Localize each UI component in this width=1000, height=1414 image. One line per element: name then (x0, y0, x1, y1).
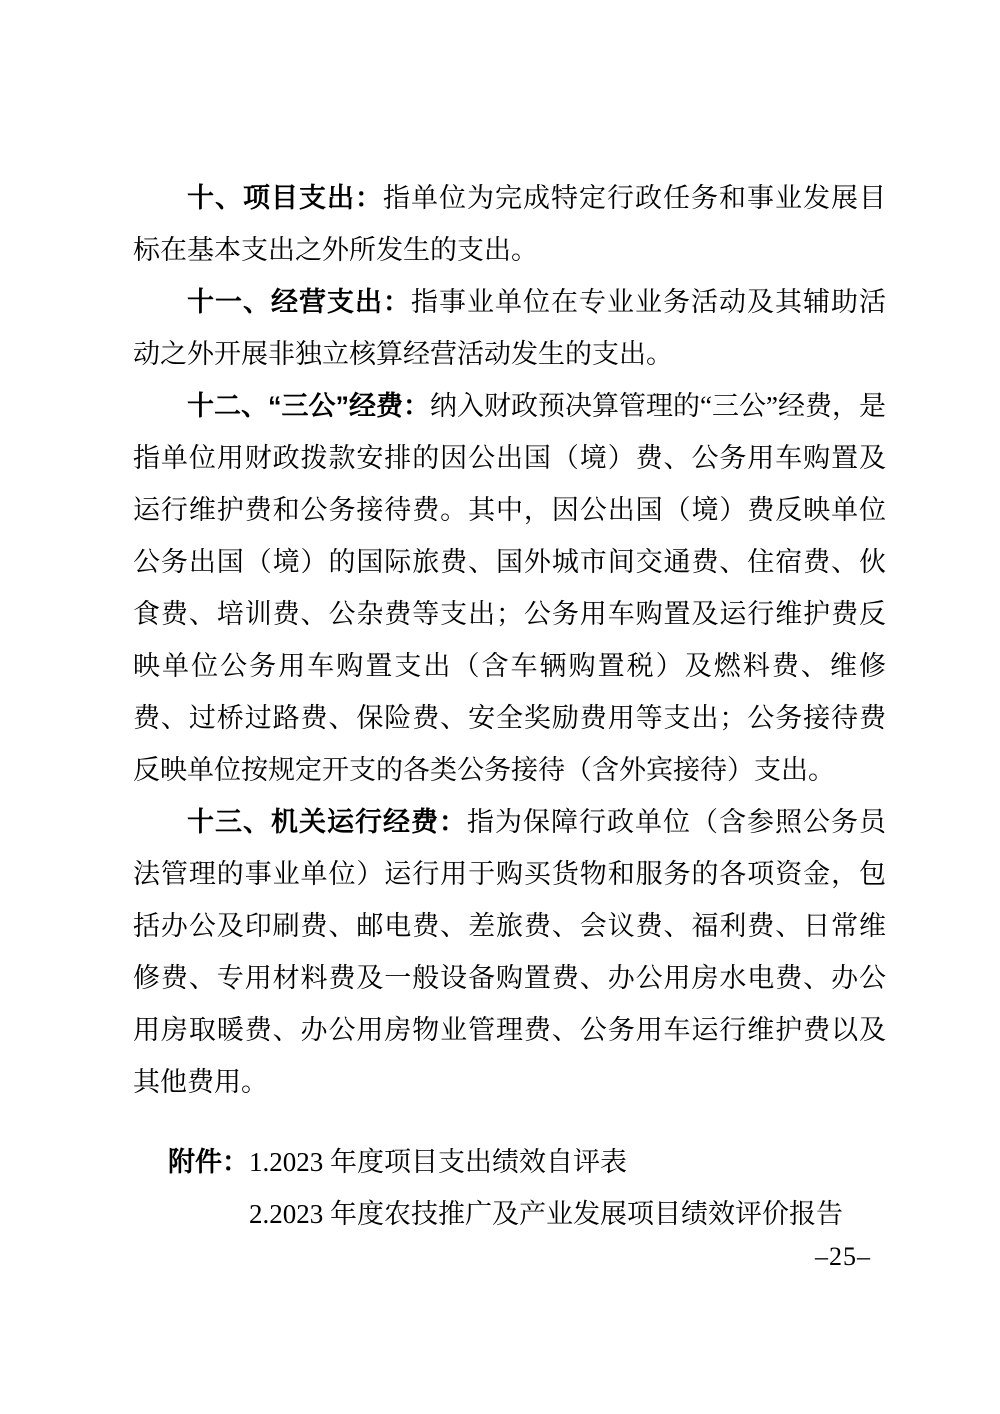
paragraph-text-13: 指为保障行政单位（含参照公务员法管理的事业单位）运行用于购买货物和服务的各项资金，包括办公及印刷费、邮电费、差旅费、会议费、福利费、日常维修费、专用材料费及一般设备购置费、办公用房水电费、办公用房取暖费、办公用房物业管理费、公务用车运行维护费以及其他费用。 (133, 807, 886, 1097)
paragraph-heading-11: 十一、经营支出： (187, 287, 411, 317)
paragraph-item-12 (133, 380, 886, 796)
paragraph-item-10 (133, 172, 886, 276)
attachment-item-2: 2.2023 年度农技推广及产业发展项目绩效评价报告 (249, 1199, 843, 1229)
attachments-block (133, 1136, 886, 1240)
paragraph-text-10: 指单位为完成特定行政任务和事业发展目标在基本支出之外所发生的支出。 (133, 183, 886, 265)
paragraph-heading-10: 十、项目支出： (187, 183, 383, 213)
paragraph-heading-13: 十三、机关运行经费： (187, 807, 467, 837)
paragraph-text-12: 纳入财政预决算管理的“三公”经费，是指单位用财政拨款安排的因公出国（境）费、公务用车购置及运行维护费和公务接待费。其中，因公出国（境）费反映单位公务出国（境）的国际旅费、国外城市间交通费、住宿费、伙食费、培训费、公杂费等支出；公务用车购置及运行维护费反映单位公务用车购置支出（含车辆购置税）及燃料费、维修费、过桥过路费、保险费、安全奖励费用等支出；公务接待费反映单位按规定开支的各类公务接待（含外宾接待）支出。 (133, 391, 887, 785)
page-number: –25– (815, 1242, 871, 1271)
paragraph-text-11: 指事业单位在专业业务活动及其辅助活动之外开展非独立核算经营活动发生的支出。 (133, 287, 886, 369)
paragraph-item-13 (133, 796, 886, 1108)
attachments-list (249, 1136, 843, 1240)
paragraph-item-11 (133, 276, 886, 380)
attachment-item-1: 1.2023 年度项目支出绩效自评表 (249, 1147, 627, 1177)
document-body (133, 172, 886, 1240)
attachments-label: 附件： (168, 1147, 249, 1177)
paragraph-heading-12: 十二、“三公”经费： (187, 391, 431, 421)
